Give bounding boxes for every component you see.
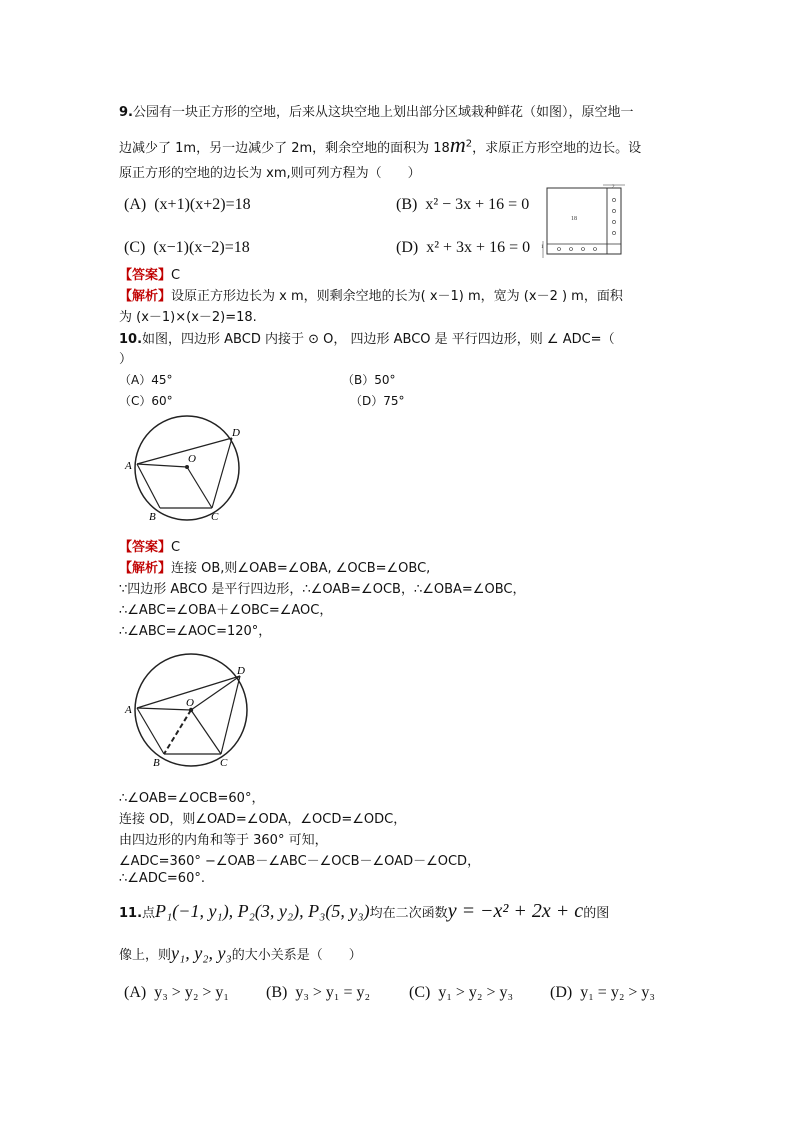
q9-line3: 原正方形的空地的边长为 xm,则可列方程为（ ） [119, 166, 421, 181]
q10-analysis-line-4: ∴∠ABC=∠AOC=120°， [119, 624, 272, 639]
q11-option-a: (A) y₃ > y₂ > y₁ [124, 984, 229, 1001]
q9-line1 [119, 101, 634, 120]
q9-line1-text: 公园有一块正方形的空地，后来从这块空地上划出部分区域栽种鲜花（如图），原空地一 [132, 105, 634, 120]
q9-option-c: (C) (x−1)(x−2)=18 [124, 239, 250, 256]
q10-option-d: （D）75° [350, 394, 405, 408]
q10-analysis-line-7: 由四边形的内角和等于 360° 可知， [119, 833, 328, 848]
q10-analysis-line-2: ∵四边形 ABCO 是平行四边形，∴∠OAB=∠OCB，∴∠OBA=∠OBC， [119, 582, 526, 597]
q10-fig2-label-o: O [186, 697, 194, 709]
q10-fig1-label-c: C [211, 511, 219, 523]
q10-answer-value: C [171, 540, 181, 555]
q10-answer-tag: 【答案】 [119, 540, 172, 555]
q9-answer [119, 264, 180, 283]
q10-circle-figure-2 [120, 652, 260, 770]
q9-analysis-1: 【解析】设原正方形边长为 x m，则剩余空地的长为( x－1) m，宽为 (x－2 ) m，面积 [119, 289, 623, 304]
q9-unit: m [449, 132, 466, 157]
q9-analysis-2: 为 (x－1)×(x－2)=18. [119, 310, 257, 325]
q11-line2: 像上，则y₁, y₂, y₃的大小关系是（ ） [119, 943, 362, 963]
q9-line2 [119, 132, 641, 158]
q11-number: 11. [119, 906, 143, 921]
q10-fig1-label-d: D [232, 427, 240, 439]
q9-garden-figure [541, 183, 633, 263]
q9-line2-a: 边减少了 1m，另一边减少了 2m，剩余空地的面积为 18 [119, 141, 450, 156]
q10-line2: ） [119, 352, 133, 367]
q9-answer-tag: 【答案】 [119, 268, 172, 283]
q11-line1: 11.点P₁(−1, y₁), P₂(3, y₂), P₃(5, y₃)均在二次函数y = −x² + 2x + c的图 [119, 900, 610, 922]
q9-option-a: (A) (x+1)(x+2)=18 [124, 196, 251, 213]
q10-analysis-line-6: 连接 OD，则∠OAD=∠ODA，∠OCD=∠ODC， [119, 812, 407, 827]
q11-vars: y₁, y₂, y₃ [171, 943, 232, 963]
q10-analysis-tag: 【解析】 [119, 561, 172, 576]
q9-figure-area: 18 [571, 216, 577, 222]
q9-answer-value: C [171, 268, 181, 283]
q10-analysis-line-5: ∴∠OAB=∠OCB=60°， [119, 791, 265, 806]
q9-analysis-tag: 【解析】 [119, 289, 172, 304]
q11-option-b: (B) y₃ > y₁ = y₂ [266, 984, 371, 1001]
q10-analysis-line-3: ∴∠ABC=∠OBA＋∠OBC=∠AOC， [119, 603, 333, 618]
q10-option-a: （A）45° [119, 373, 173, 387]
q11-option-d: (D) y₁ = y₂ > y₃ [550, 984, 655, 1001]
q10-analysis-line-1: 【解析】连接 OB,则∠OAB=∠OBA, ∠OCB=∠OBC, [119, 561, 431, 576]
q11-function: y = −x² + 2x + c [447, 900, 584, 922]
q10-number: 10. [119, 332, 143, 347]
q10-fig2-label-a: A [125, 704, 132, 716]
q10-fig2-label-c: C [220, 757, 228, 769]
q10-option-c: （C）60° [119, 394, 173, 408]
q11-option-c: (C) y₁ > y₂ > y₃ [409, 984, 514, 1001]
q10-analysis-line-9: ∴∠ADC=60°. [119, 871, 205, 886]
q10-fig1-label-b: B [149, 511, 156, 523]
q9-number: 9. [119, 105, 133, 120]
q10-fig2-label-d: D [237, 665, 245, 677]
q11-points: P₁(−1, y₁), P₂(3, y₂), P₃(5, y₃) [155, 901, 370, 921]
q10-fig1-label-o: O [188, 453, 196, 465]
q10-fig1-label-a: A [125, 460, 132, 472]
q10-circle-figure [120, 412, 250, 524]
q9-line2-b: ，求原正方形空地的边长。设 [472, 141, 642, 156]
q9-figure-side: 1 [541, 245, 544, 250]
q10-line1: 10.如图，四边形 ABCD 内接于 ⊙ O， 四边形 ABCO 是 平行四边形，则 ∠ ADC=（ [119, 332, 615, 347]
q9-figure-top: 2 [612, 185, 615, 190]
q9-unit-sup: 2 [465, 138, 473, 150]
q10-fig2-label-b: B [153, 757, 160, 769]
q10-option-b: （B）50° [342, 373, 396, 387]
q10-answer [119, 536, 180, 555]
q9-option-d: (D) x² + 3x + 16 = 0 [396, 239, 531, 256]
q10-analysis-line-8: ∠ADC=360° −∠OAB－∠ABC－∠OCB－∠OAD－∠OCD， [119, 854, 481, 869]
q9-option-b: (B) x² − 3x + 16 = 0 [396, 196, 530, 213]
